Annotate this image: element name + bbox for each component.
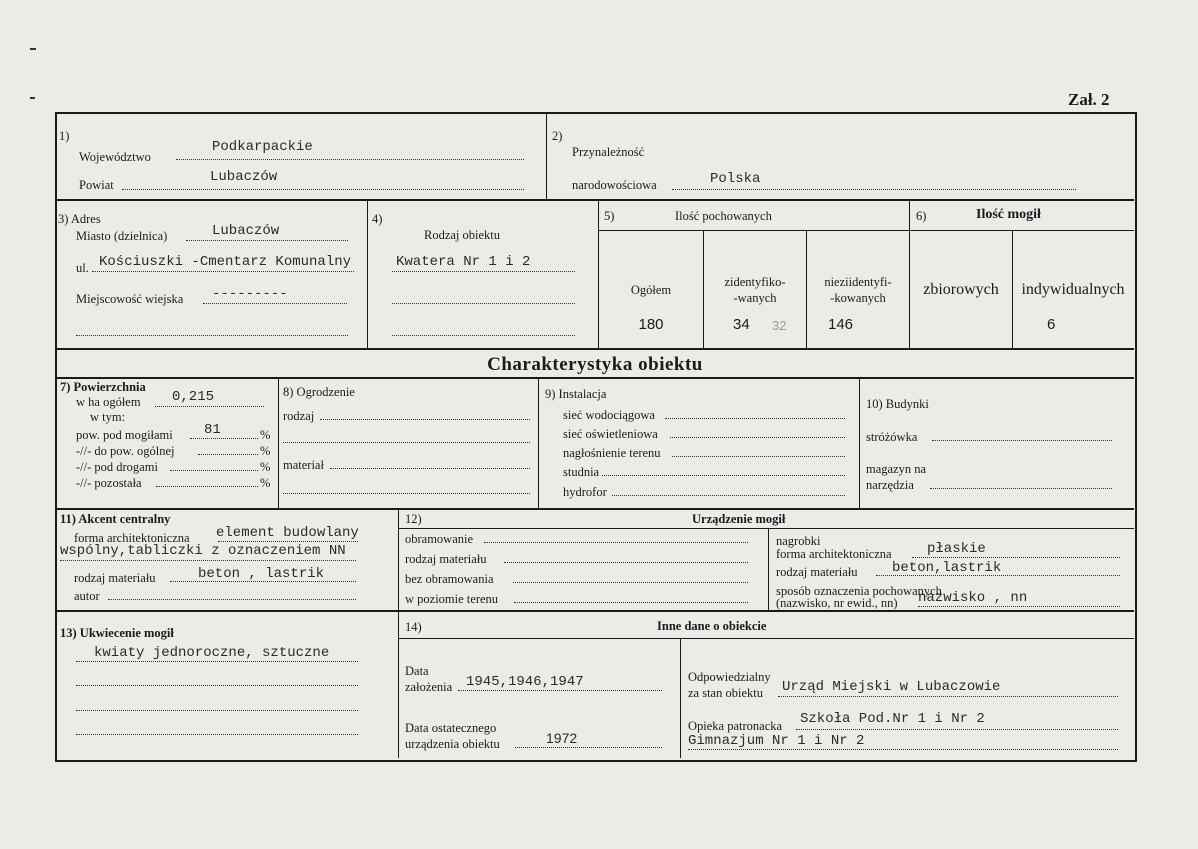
divider [56, 508, 1134, 510]
rodzaj-obiektu-label: Rodzaj obiektu [424, 228, 501, 242]
rodzaj-obiektu-value: Kwatera Nr 1 i 2 [396, 254, 531, 270]
ogolnej-label: -//- do pow. ogólnej [76, 444, 175, 458]
strozowka-label: stróżówka [866, 430, 918, 444]
dotted-line [170, 470, 258, 471]
akcent-forma-label: forma architektoniczna [74, 531, 190, 545]
dotted-line [672, 456, 845, 457]
budynki-title: 10) Budynki [866, 397, 929, 411]
nationality-value: Polska [710, 171, 761, 187]
dotted-line [912, 557, 1120, 558]
urzadzenie-title: Urządzenie mogił [692, 512, 786, 526]
nagrobki-material-label: rodzaj materiału [776, 565, 858, 579]
ukwiecenie-value: kwiaty jednoroczne, sztuczne [94, 645, 330, 661]
zbiorowych-header: zbiorowych [923, 281, 999, 298]
instalacja-item: nagłośnienie terenu [563, 446, 661, 460]
magazyn-label: magazyn na [866, 462, 927, 476]
dotted-line [670, 437, 845, 438]
section-2-number: 2) [552, 129, 563, 143]
instalacja-item: studnia [563, 465, 600, 479]
dotted-line [60, 560, 356, 561]
powiat-value: Lubaczów [210, 169, 278, 185]
dotted-line [665, 418, 845, 419]
dotted-line [283, 493, 530, 494]
divider [599, 230, 1134, 231]
dotted-line [283, 442, 530, 443]
divider [56, 348, 1134, 350]
opieka-value: Szkoła Pod.Nr 1 i Nr 2 [800, 711, 985, 727]
akcent-forma-value: element budowlany [216, 525, 359, 541]
section-1-number: 1) [59, 129, 70, 143]
dotted-line [504, 562, 748, 563]
dotted-line [218, 541, 358, 542]
divider [859, 379, 860, 509]
divider [56, 610, 1134, 612]
wojewodztwo-label: Województwo [79, 150, 151, 164]
nationality-label: Przynależność [572, 145, 645, 159]
odpowiedzialny-label: Odpowiedzialny [688, 670, 771, 684]
divider [546, 113, 547, 200]
divider [538, 379, 539, 509]
dotted-line [190, 438, 258, 439]
pochowanych-label: Ilość pochowanych [675, 209, 772, 223]
section-title: Charakterystyka obiektu [487, 354, 703, 375]
akcent-autor-label: autor [74, 589, 100, 603]
pct-sign: % [260, 476, 271, 490]
dotted-line [392, 335, 575, 336]
odpowiedzialny-label-2: za stan obiektu [688, 686, 763, 700]
pct-sign: % [260, 460, 271, 474]
dotted-line [108, 599, 356, 600]
dotted-line [156, 486, 258, 487]
dotted-line [76, 710, 358, 711]
dotted-line [484, 542, 748, 543]
dotted-line [515, 747, 662, 748]
dotted-line [176, 159, 524, 160]
dotted-line [155, 406, 264, 407]
ogrodzenie-rodzaj-label: rodzaj [283, 409, 315, 423]
nagrobki-label: nagrobki [776, 534, 821, 548]
divider [806, 230, 807, 349]
instalacja-item: sieć oświetleniowa [563, 427, 658, 441]
divider [909, 200, 910, 349]
nagrobki-forma-value: płaskie [927, 541, 986, 557]
ogrodzenie-material-label: materiał [283, 458, 324, 472]
margin-mark [30, 97, 35, 99]
nagrobki-forma-label: forma architektoniczna [776, 547, 892, 561]
section-4-number: 4) [372, 212, 383, 226]
wtym-label: w tym: [90, 410, 126, 424]
dotted-line [76, 685, 358, 686]
dotted-line [122, 189, 524, 190]
dotted-line [688, 749, 1118, 750]
data-zalozenia-label-2: założenia [405, 680, 453, 694]
divider [367, 200, 368, 349]
niezident-value: 146 [828, 316, 854, 333]
attachment-label: Zał. 2 [1068, 90, 1110, 109]
dotted-line [612, 495, 845, 496]
ogolem-value: 180 [638, 316, 664, 333]
akcent-material-label: rodzaj materiału [74, 571, 156, 585]
dotted-line [76, 335, 348, 336]
niezident-header-2: -kowanych [830, 291, 886, 305]
bez-obramowania-label: bez obramowania [405, 572, 494, 586]
divider [703, 230, 704, 349]
dotted-line [932, 440, 1112, 441]
dotted-line [320, 419, 530, 420]
data-ostatecznego-label-2: urządzenia obiektu [405, 737, 500, 751]
dotted-line [602, 475, 845, 476]
dotted-line [330, 468, 530, 469]
margin-mark [30, 48, 36, 50]
dotted-line [186, 240, 348, 241]
dotted-line [930, 488, 1112, 489]
sposob-label: sposób oznaczenia pochowanych [776, 584, 942, 598]
data-ostatecznego-value: 1972 [546, 730, 578, 746]
dotted-line [198, 454, 258, 455]
powierzchnia-title: 7) Powierzchnia [60, 380, 146, 394]
pct-sign: % [260, 444, 271, 458]
divider [680, 639, 681, 758]
drogami-label: -//- pod drogami [76, 460, 158, 474]
mogily-pct-value: 81 [204, 422, 221, 438]
ulica-value: Kościuszki -Cmentarz Komunalny [99, 254, 352, 270]
indywidualnych-header: indywidualnych [1021, 281, 1125, 298]
pozostala-label: -//- pozostała [76, 476, 142, 490]
sposob-value: nazwisko , nn [918, 590, 1028, 606]
mogily-pct-label: pow. pod mogiłami [76, 428, 173, 442]
powiat-label: Powiat [79, 178, 114, 192]
ukwiecenie-title: 13) Ukwiecenie mogił [60, 626, 174, 640]
ha-label: w ha ogółem [76, 395, 141, 409]
obramowanie-material-label: rodzaj materiału [405, 552, 487, 566]
dotted-line [76, 734, 358, 735]
divider [56, 199, 1134, 201]
akcent-title: 11) Akcent centralny [60, 512, 171, 526]
instalacja-title: 9) Instalacja [545, 387, 607, 401]
zident-handwritten-note: 32 [772, 318, 787, 333]
divider [398, 638, 1134, 639]
akcent-forma-value-2: wspólny,tabliczki z oznaczeniem NN [60, 543, 346, 559]
dotted-line [76, 661, 358, 662]
dotted-line [92, 271, 354, 272]
zident-header: zidentyfiko- [724, 275, 786, 289]
zident-value: 34 [733, 316, 750, 333]
dotted-line [514, 602, 748, 603]
odpowiedzialny-value: Urząd Miejski w Lubaczowie [782, 679, 1001, 695]
dotted-line [672, 189, 1076, 190]
opieka-label: Opieka patronacka [688, 719, 783, 733]
miasto-label: Miasto (dzielnica) [76, 229, 168, 243]
akcent-material-value: beton , lastrik [198, 566, 325, 582]
divider [278, 379, 279, 509]
wojewodztwo-value: Podkarpackie [212, 139, 313, 155]
ogolem-header: Ogółem [630, 283, 672, 297]
opieka-value-2: Gimnazjum Nr 1 i Nr 2 [688, 733, 865, 749]
dotted-line [778, 696, 1118, 697]
zident-header-2: -wanych [733, 291, 777, 305]
address-label: 3) Adres [58, 212, 101, 226]
dotted-line [513, 582, 748, 583]
inne-dane-title: Inne dane o obiekcie [657, 619, 767, 633]
dotted-line [796, 729, 1118, 730]
data-ostatecznego-label: Data ostatecznego [405, 721, 497, 735]
divider [398, 510, 399, 758]
dotted-line [458, 690, 662, 691]
ha-value: 0,215 [172, 389, 215, 405]
data-zalozenia-value: 1945,1946,1947 [466, 674, 584, 690]
section-6-number: 6) [916, 209, 927, 223]
indywidualnych-value: 6 [1047, 316, 1056, 333]
nationality-label-2: narodowościowa [572, 178, 657, 192]
instalacja-item: hydrofor [563, 485, 607, 499]
data-zalozenia-label: Data [405, 664, 429, 678]
sposob-label-2: (nazwisko, nr ewid., nn) [776, 596, 898, 610]
divider [398, 528, 1134, 529]
divider [56, 377, 1134, 379]
dotted-line [392, 271, 575, 272]
section-14-number: 14) [405, 620, 422, 634]
divider [768, 529, 769, 611]
mogil-label: Ilość mogił [976, 207, 1041, 222]
dotted-line [203, 303, 347, 304]
ogrodzenie-title: 8) Ogrodzenie [283, 385, 355, 399]
wies-value: --------- [212, 286, 288, 302]
dotted-line [918, 606, 1120, 607]
obramowanie-label: obramowanie [405, 532, 474, 546]
pct-sign: % [260, 428, 271, 442]
magazyn-label-2: narzędzia [866, 478, 914, 492]
dotted-line [392, 303, 575, 304]
niezident-header: nieziidentyfi- [824, 275, 892, 289]
w-poziomie-label: w poziomie terenu [405, 592, 499, 606]
miasto-value: Lubaczów [212, 223, 280, 239]
nagrobki-material-value: beton,lastrik [892, 560, 1002, 576]
instalacja-item: sieć wodociągowa [563, 408, 655, 422]
section-12-number: 12) [405, 512, 422, 526]
wies-label: Miejscowość wiejska [76, 292, 184, 306]
ulica-label: ul. [76, 261, 89, 275]
section-5-number: 5) [604, 209, 615, 223]
